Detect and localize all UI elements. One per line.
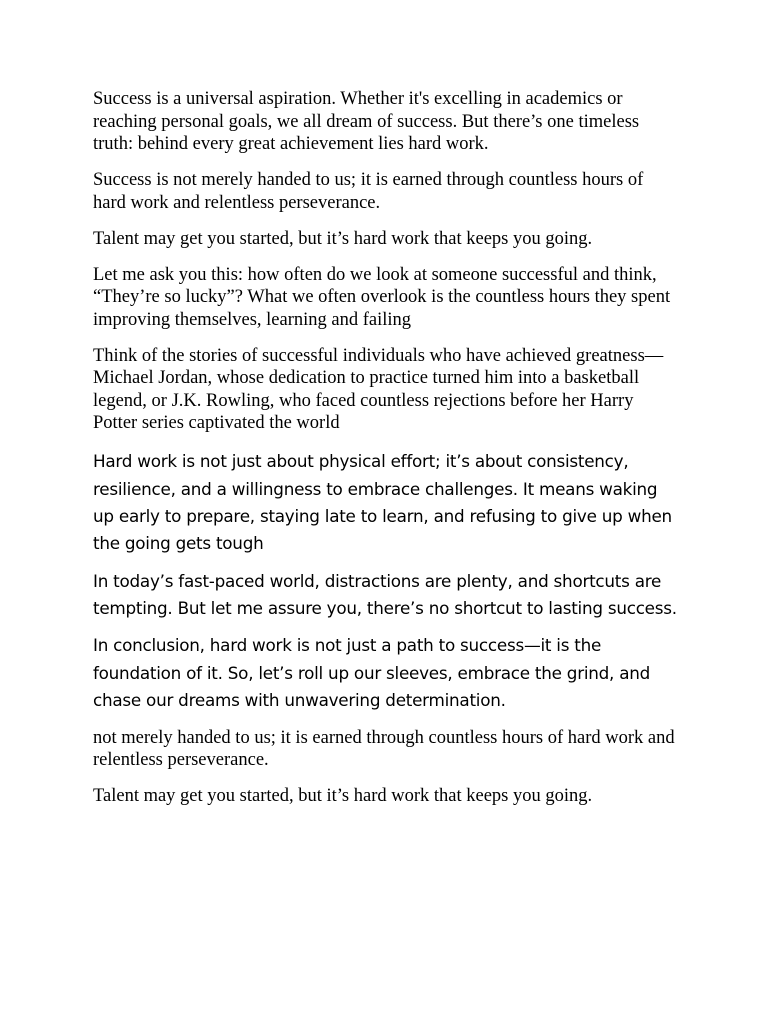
paragraph: Success is not merely handed to us; it is earned through countless hours of hard work and relentless perseverance.	[93, 170, 644, 213]
paragraph: Hard work is not just about physical effort; it’s about consistency, resilience, and a willingness to embrace challenges. It means waking up early to prepare, staying late to learn, and refusing to give up when the going gets tough	[93, 451, 672, 554]
paragraph: Talent may get you started, but it’s hard work that keeps you going.	[93, 786, 593, 807]
paragraph: not merely handed to us; it is earned through countless hours of hard work and relentless perseverance.	[93, 727, 675, 771]
paragraph: Think of the stories of successful individuals who have achieved greatness—Michael Jordan, whose dedication to practice turned him into a basketball legend, or J.K. Rowling, who faced countless rejections before her Harry Potter series captivated the world	[93, 345, 664, 434]
paragraph: Success is a universal aspiration. Whether it's excelling in academics or reaching personal goals, we all dream of success. But there’s one timeless truth: behind every great achievement lies hard work.	[93, 89, 640, 154]
paragraph: Let me ask you this: how often do we look at someone successful and think, “They’re so lucky”? What we often overlook is the countless hours they spent improving themselves, learning and failing	[93, 264, 671, 330]
paragraph: In today’s fast-paced world, distractions are plenty, and shortcuts are tempting. But let me assure you, there’s no shortcut to lasting success.	[93, 570, 677, 619]
paragraph: Talent may get you started, but it’s hard work that keeps you going.	[93, 228, 593, 249]
paragraph: In conclusion, hard work is not just a path to success—it is the foundation of it. So, let’s roll up our sleeves, embrace the grind, and chase our dreams with unwavering determination.	[93, 635, 651, 711]
document-body	[93, 88, 678, 822]
